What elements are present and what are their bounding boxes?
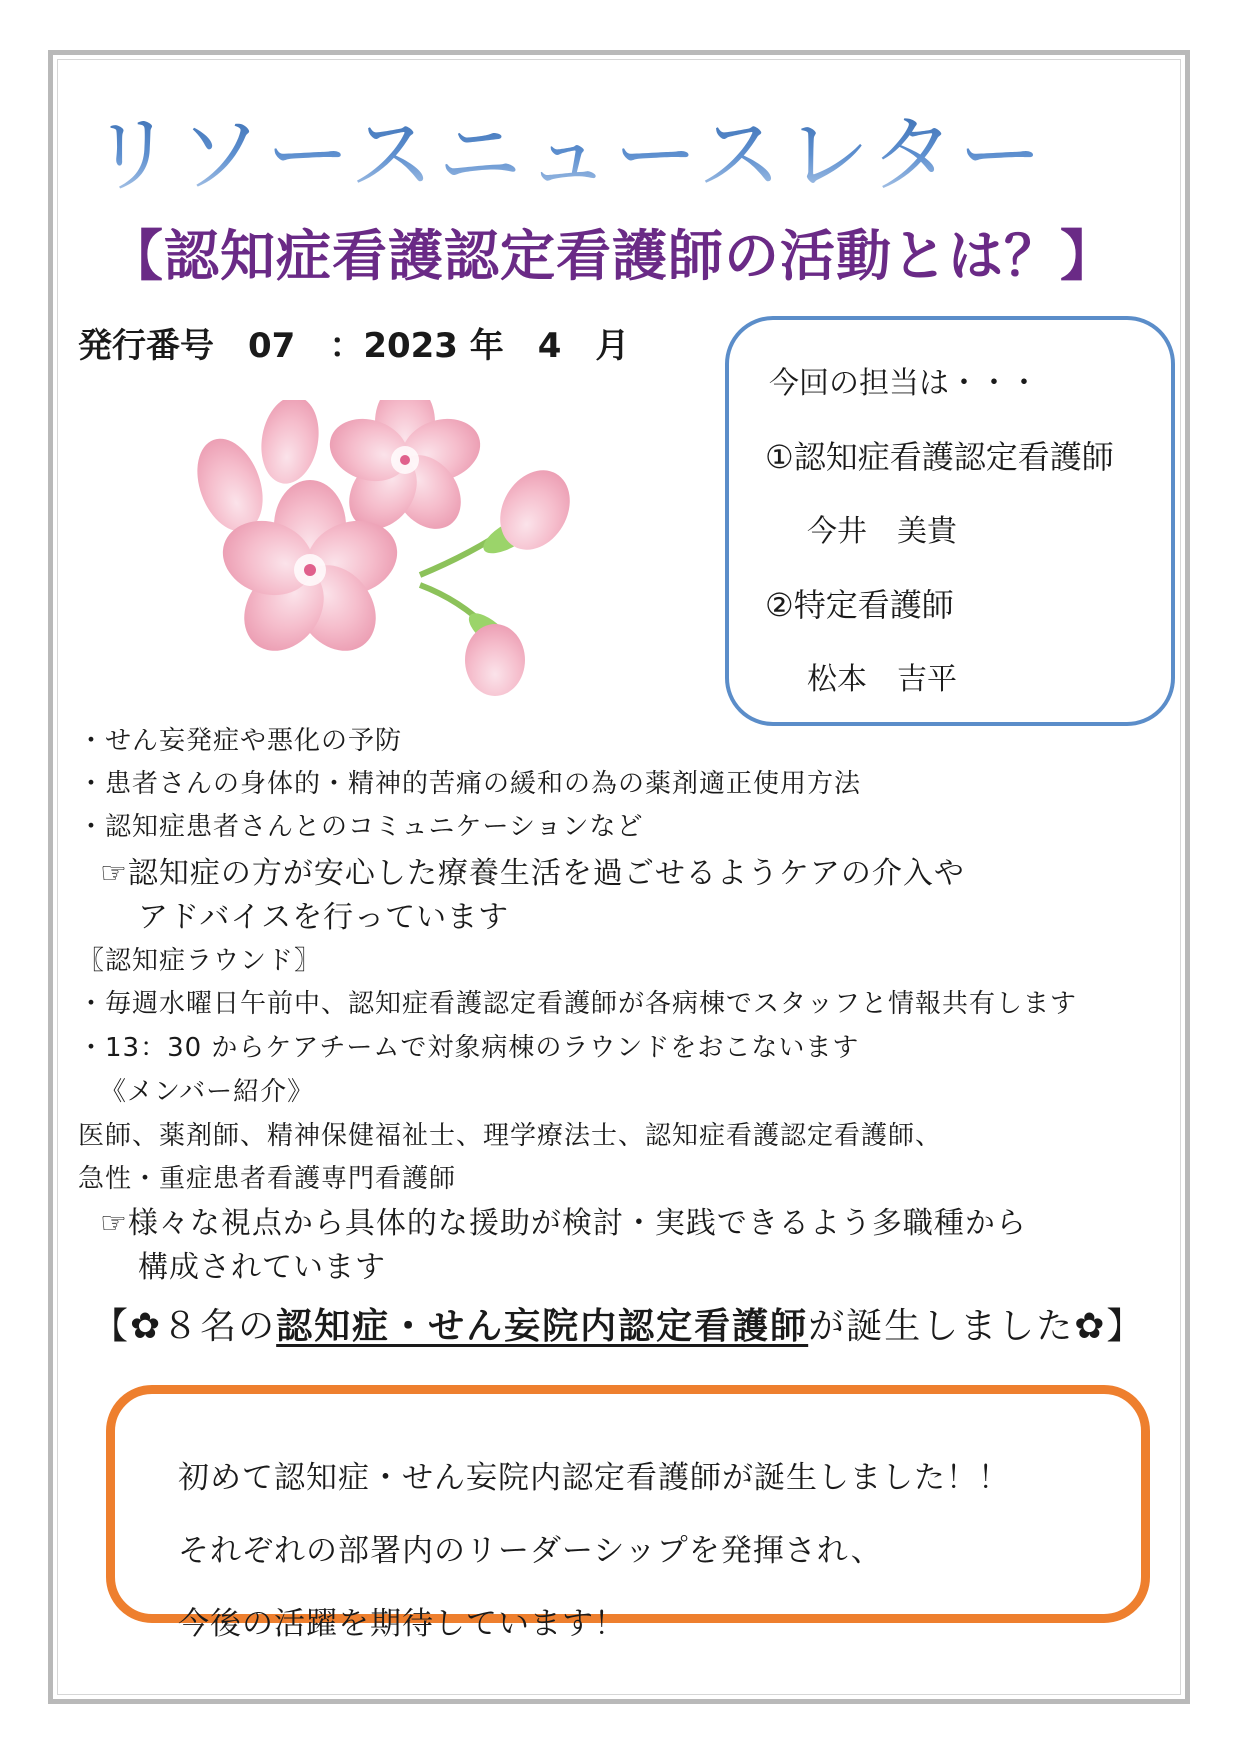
message-line-3: 今後の活躍を期待しています！ bbox=[178, 1606, 626, 1642]
message-box bbox=[106, 1385, 1150, 1623]
members-line-2: 急性・重症患者看護専門看護師 bbox=[78, 1164, 457, 1194]
certification-prefix: 【✿８名の bbox=[92, 1306, 277, 1347]
members-heading: 《メンバー紹介》 bbox=[100, 1077, 315, 1107]
round-item-1: ・毎週水曜日午前中、認知症看護認定看護師が各病棟でスタッフと情報共有します bbox=[78, 989, 1078, 1019]
message-line-1: 初めて認知症・せん妄院内認定看護師が誕生しました！！ bbox=[178, 1460, 1010, 1496]
staff-role-1: ①認知症看護認定看護師 bbox=[765, 438, 1114, 476]
members-line-1: 医師、薬剤師、精神保健福祉士、理学療法士、認知症看護認定看護師、 bbox=[78, 1121, 943, 1151]
newsletter-title: リソースニュースレター bbox=[90, 88, 1046, 209]
newsletter-subtitle: 【認知症看護認定看護師の活動とは？】 bbox=[108, 224, 1117, 288]
certification-highlight: 認知症・せん妄院内認定看護師 bbox=[276, 1306, 809, 1347]
message-line-2: それぞれの部署内のリーダーシップを発揮され、 bbox=[178, 1533, 883, 1569]
certification-announcement bbox=[92, 1298, 1144, 1349]
activity-item-2: ・患者さんの身体的・精神的苦痛の緩和の為の薬剤適正使用方法 bbox=[78, 769, 862, 799]
activity-item-1: ・せん妄発症や悪化の予防 bbox=[78, 726, 403, 756]
members-note-line-2: 構成されています bbox=[138, 1250, 386, 1285]
certification-suffix: が誕生しました✿】 bbox=[808, 1306, 1145, 1347]
activity-note-line-2: アドバイスを行っています bbox=[138, 900, 510, 935]
staff-heading: 今回の担当は・・・ bbox=[769, 366, 1039, 401]
cherry-blossom-illustration bbox=[190, 400, 610, 700]
issue-number: 発行番号 07 ：2023 年 4 月 bbox=[78, 326, 630, 366]
round-heading: 〖認知症ラウンド〗 bbox=[78, 946, 322, 976]
staff-name-2: 松本 吉平 bbox=[807, 662, 957, 697]
activity-note-line-1: ☞認知症の方が安心した療養生活を過ごせるようケアの介入や bbox=[100, 856, 965, 891]
staff-name-1: 今井 美貴 bbox=[807, 514, 957, 549]
round-item-2: ・13：30 からケアチームで対象病棟のラウンドをおこないます bbox=[78, 1033, 860, 1063]
activity-item-3: ・認知症患者さんとのコミュニケーションなど bbox=[78, 812, 644, 842]
staff-box bbox=[725, 316, 1175, 726]
members-note-line-1: ☞様々な視点から具体的な援助が検討・実践できるよう多職種から bbox=[100, 1206, 1027, 1241]
staff-role-2: ②特定看護師 bbox=[765, 586, 954, 624]
